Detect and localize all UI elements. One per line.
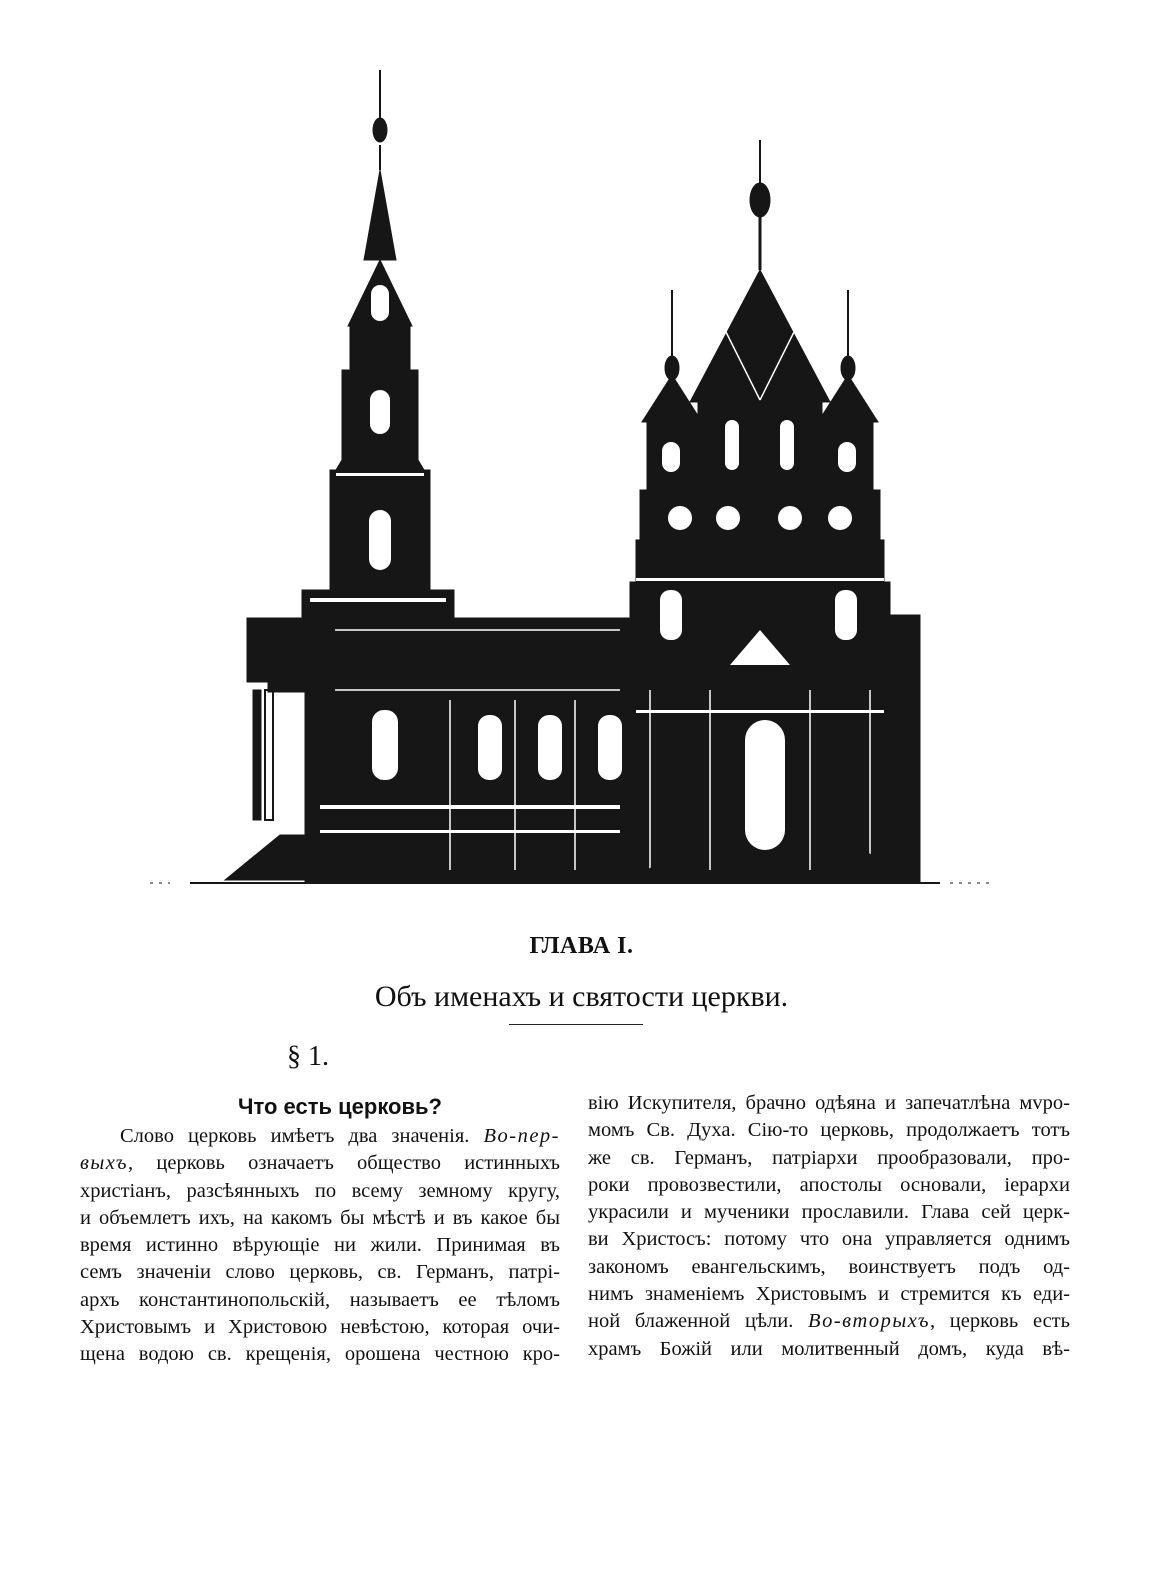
section-heading: Что есть церковь? (238, 1094, 442, 1119)
text-column-right (588, 1090, 1070, 1363)
section-mark: § 1. (287, 1041, 329, 1072)
text-line: момъ Св. Духа. Сію-то церковь, продолжаетъ тотъ (588, 1119, 1070, 1142)
text-line: вію Искупителя, брачно одѣяна и запечатлѣна мvро- (588, 1092, 1070, 1114)
text-line: христіанъ, разсѣянныхъ по всему земному кругу, (80, 1179, 560, 1202)
text-line: архъ константинопольскій, называетъ ее тѣломъ (80, 1288, 560, 1311)
text-line: ви Христосъ: потому что она управляется однимъ (588, 1228, 1070, 1251)
text-line: семъ значеніи слово церковь, св. Германъ, патрі- (80, 1261, 560, 1284)
text-line: нимъ знаменіемъ Христовымъ и стремится къ еди- (588, 1283, 1070, 1306)
text-column-left (80, 1090, 560, 1369)
text-line: Христовымъ и Христовою невѣстою, которая очи- (80, 1316, 560, 1339)
church-illustration (150, 70, 1010, 900)
text-line: же св. Германъ, патріархи прообразовали, про- (588, 1146, 1070, 1169)
text-line: и объемлетъ ихъ, на какомъ бы мѣстѣ и въ какое бы (80, 1206, 560, 1229)
text-line: щена водою св. крещенія, орошена честною кро- (80, 1343, 560, 1366)
text-line: украсили и мученики прославили. Глава сей церк- (588, 1201, 1070, 1224)
text-line: роки провозвестили, апостолы основали, іерархи (588, 1173, 1070, 1196)
text-line: закономъ евангельскимъ, воинствуетъ подъ од- (588, 1255, 1070, 1278)
chapter-title: Объ именахъ и святости церкви. (374, 980, 789, 1013)
text-line: время истинно вѣрующіе ни жили. Принимая въ (80, 1234, 560, 1257)
title-divider (509, 1024, 643, 1025)
chapter-number: ГЛАВА I. (529, 933, 634, 959)
text-line: храмъ Божій или молитвенный домъ, куда вѣ- (588, 1337, 1070, 1360)
text-line: ной блаженной цѣли. Во-вторыхъ, церковь есть (588, 1310, 1070, 1333)
text-line: Слово церковь имѣетъ два значенія. Во-пер- (120, 1125, 560, 1147)
text-line: выхъ, церковь означаетъ общество истинныхъ (80, 1152, 560, 1175)
